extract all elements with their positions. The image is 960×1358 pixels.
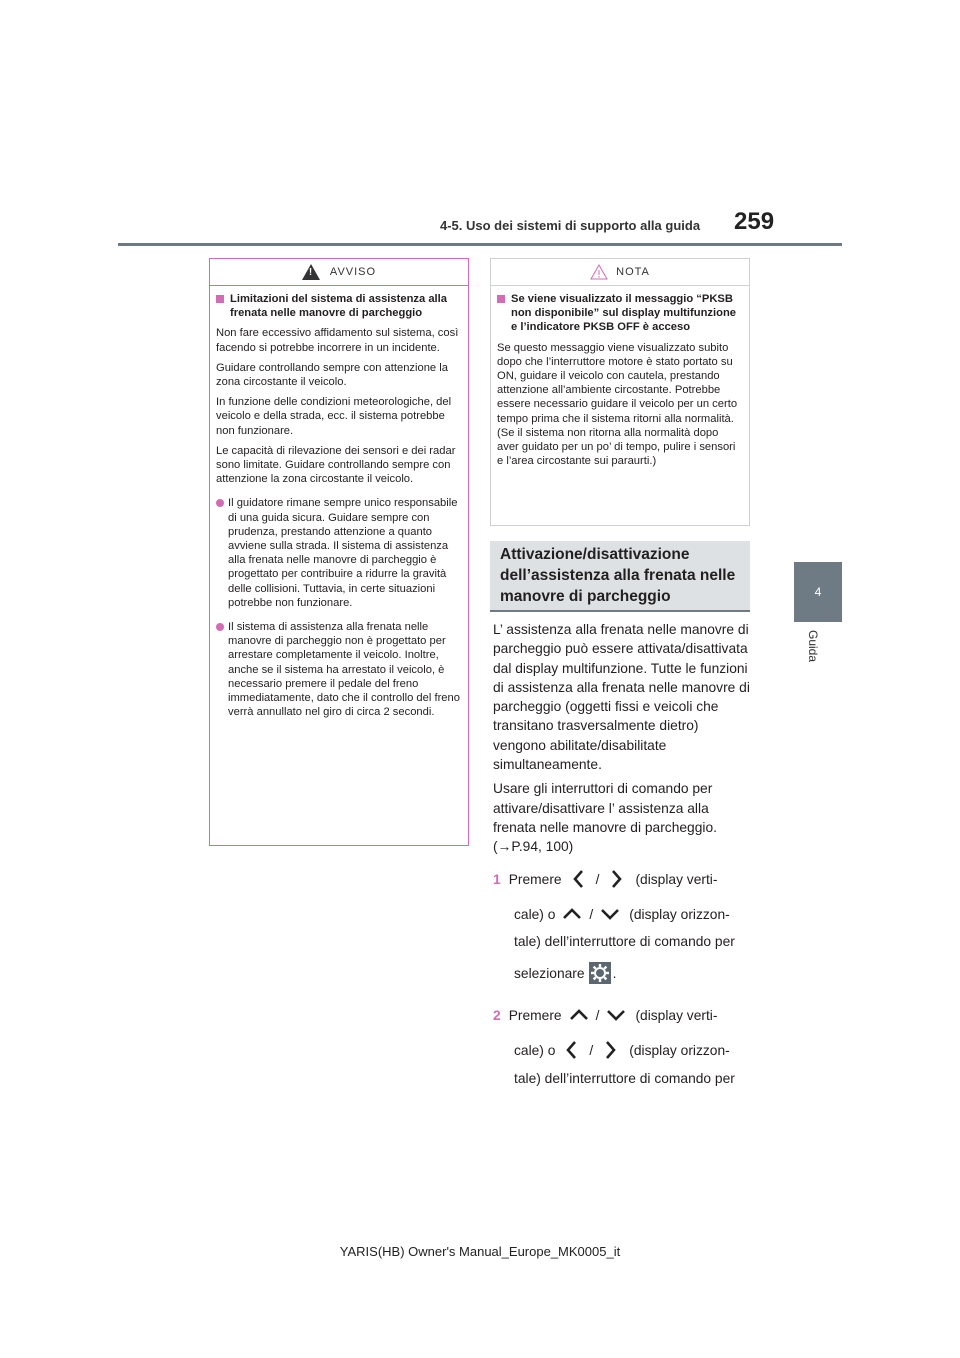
warning-box (209, 258, 469, 846)
note-paragraph: Se questo messaggio viene visualizzato subito dopo che l’interruttore motore è stato portato su ON, guidare il veicolo con cautela, prestando attenzione all’ambiente circostante. Potrebbe essere necessario guidare il veicolo per un certo tempo prima che il sistema ritorni alla normalità. (Se il sistema non ritorna alla normalità dopo aver guidato per un po’ di tempo, pulire i sensori e l’area circostante sui paraurti.) (497, 341, 738, 468)
section-title: 4-5. Uso dei sistemi di supporto alla guida (440, 218, 701, 233)
chevron-up-icon (561, 903, 583, 925)
chevron-down-icon (605, 1004, 627, 1026)
warning-header (210, 259, 468, 286)
circle-bullet-icon (216, 499, 224, 507)
step-2-line-3 (514, 1071, 735, 1086)
warning-heading-text: Limitazioni del sistema di assistenza alla frenata nelle manovre di parcheggio (230, 293, 447, 320)
step-number: 2 (493, 1007, 501, 1023)
chapter-label: Guida (806, 630, 820, 663)
warning-bullet-text: Il guidatore rimane sempre unico responsabile di una guida sicura. Guidare sempre con prudenza, prestando attenzione a quanto avviene sulla strada. Il sistema di assistenza alla frenata nelle manovre di parcheggio è progettato per contribuire a ridurre la gravità delle collisioni. Tuttavia, in certe situazioni potrebbe non funzionare. (228, 497, 458, 609)
chevron-up-icon (568, 1004, 590, 1026)
step-1-line-2 (514, 903, 730, 925)
body-paragraph: L’ assistenza alla frenata nelle manovre di parcheggio può essere attivata/disattivata dal display multifunzione. Tutte le funzioni di assistenza alla frenata nelle manovre di parcheggio (oggetti fissi e veicoli che transitano trasversalmente dietro) vengono abilitate/disabilitate simultaneamente. (493, 622, 750, 773)
warning-bullet-text: Il sistema di assistenza alla frenata nelle manovre di parcheggio non è progettato per arrestare completamente il veicolo. Inoltre, anche se il sistema ha arrestato il veicolo, è necessario premere il pedale del freno immediatamente, dato che il controllo del freno verrà annullato nel giro di circa 2 secondi. (228, 621, 460, 719)
gear-icon (589, 962, 611, 984)
warning-bullet (216, 496, 461, 610)
step-1-line-1 (493, 868, 717, 890)
body-paragraph: Usare gli interruttori di comando per attivare/disattivare l’ assistenza alla frenata nelle manovre di parcheggio. (493, 781, 717, 835)
caution-outline-icon (590, 264, 608, 280)
warning-bullet (216, 620, 461, 719)
section-heading: Attivazione/disattivazione dell’assistenza alla frenata nelle manovre di parcheggio (490, 541, 750, 612)
step-text: Premere (508, 1007, 562, 1023)
warning-paragraph: Guidare controllando sempre con attenzione la zona circostante il veicolo. (216, 361, 448, 389)
note-heading-text: Se viene visualizzato il messaggio “PKSB non disponibile” sul display multifunzione e l’indicatore PKSB OFF è acceso (511, 293, 736, 334)
step-1-line-4 (514, 962, 616, 984)
warning-paragraph: Le capacità di rilevazione dei sensori e dei radar sono limitate. Guidare controllando sempre con attenzione la zona circostante il veicolo. (216, 444, 456, 486)
warning-heading (216, 292, 461, 320)
page-reference: (→P.94, 100) (493, 839, 574, 855)
step-text: (display orizzon- (629, 906, 730, 922)
warning-paragraph: Non fare eccessivo affidamento sul sistema, così facendo si potrebbe incorrere in un incidente. (216, 327, 459, 354)
step-text: (display verti- (635, 1007, 718, 1023)
step-text: (display verti- (635, 871, 718, 887)
step-text: cale) o (514, 906, 556, 922)
note-heading (497, 292, 742, 335)
step-text: Premere (508, 871, 562, 887)
chevron-down-icon (599, 903, 621, 925)
header-rule (118, 243, 842, 246)
footer: YARIS(HB) Owner's Manual_Europe_MK0005_it (339, 1244, 621, 1259)
step-text: / (595, 1007, 600, 1023)
chevron-left-icon (568, 868, 590, 890)
note-box (490, 258, 750, 526)
body-text (493, 620, 755, 862)
chevron-right-icon (605, 868, 627, 890)
step-2-line-2 (514, 1039, 730, 1061)
step-text: selezionare (514, 965, 585, 981)
step-text: . (612, 965, 617, 981)
chevron-left-icon (561, 1039, 583, 1061)
circle-bullet-icon (216, 623, 224, 631)
page-number: 259 (734, 208, 775, 235)
step-text: / (589, 1042, 594, 1058)
step-number: 1 (493, 871, 501, 887)
step-text: tale) dell’interruttore di comando per (514, 1071, 735, 1086)
step-text: / (589, 906, 594, 922)
note-title: NOTA (616, 266, 650, 278)
square-bullet-icon (497, 295, 505, 303)
square-bullet-icon (216, 295, 224, 303)
step-text: (display orizzon- (629, 1042, 730, 1058)
warning-paragraph: In funzione delle condizioni meteorologiche, del veicolo e della strada, ecc. il sistema potrebbe non funzionare. (216, 396, 452, 437)
warning-icon: ! (302, 264, 320, 280)
warning-title: AVVISO (329, 266, 377, 278)
chevron-right-icon (599, 1039, 621, 1061)
step-text: tale) dell’interruttore di comando per (514, 934, 735, 949)
chapter-tab: 4 (794, 562, 842, 622)
step-1-line-3 (514, 934, 735, 949)
note-header (491, 259, 749, 286)
step-text: / (595, 871, 600, 887)
step-text: cale) o (514, 1042, 556, 1058)
step-2-line-1 (493, 1004, 717, 1026)
